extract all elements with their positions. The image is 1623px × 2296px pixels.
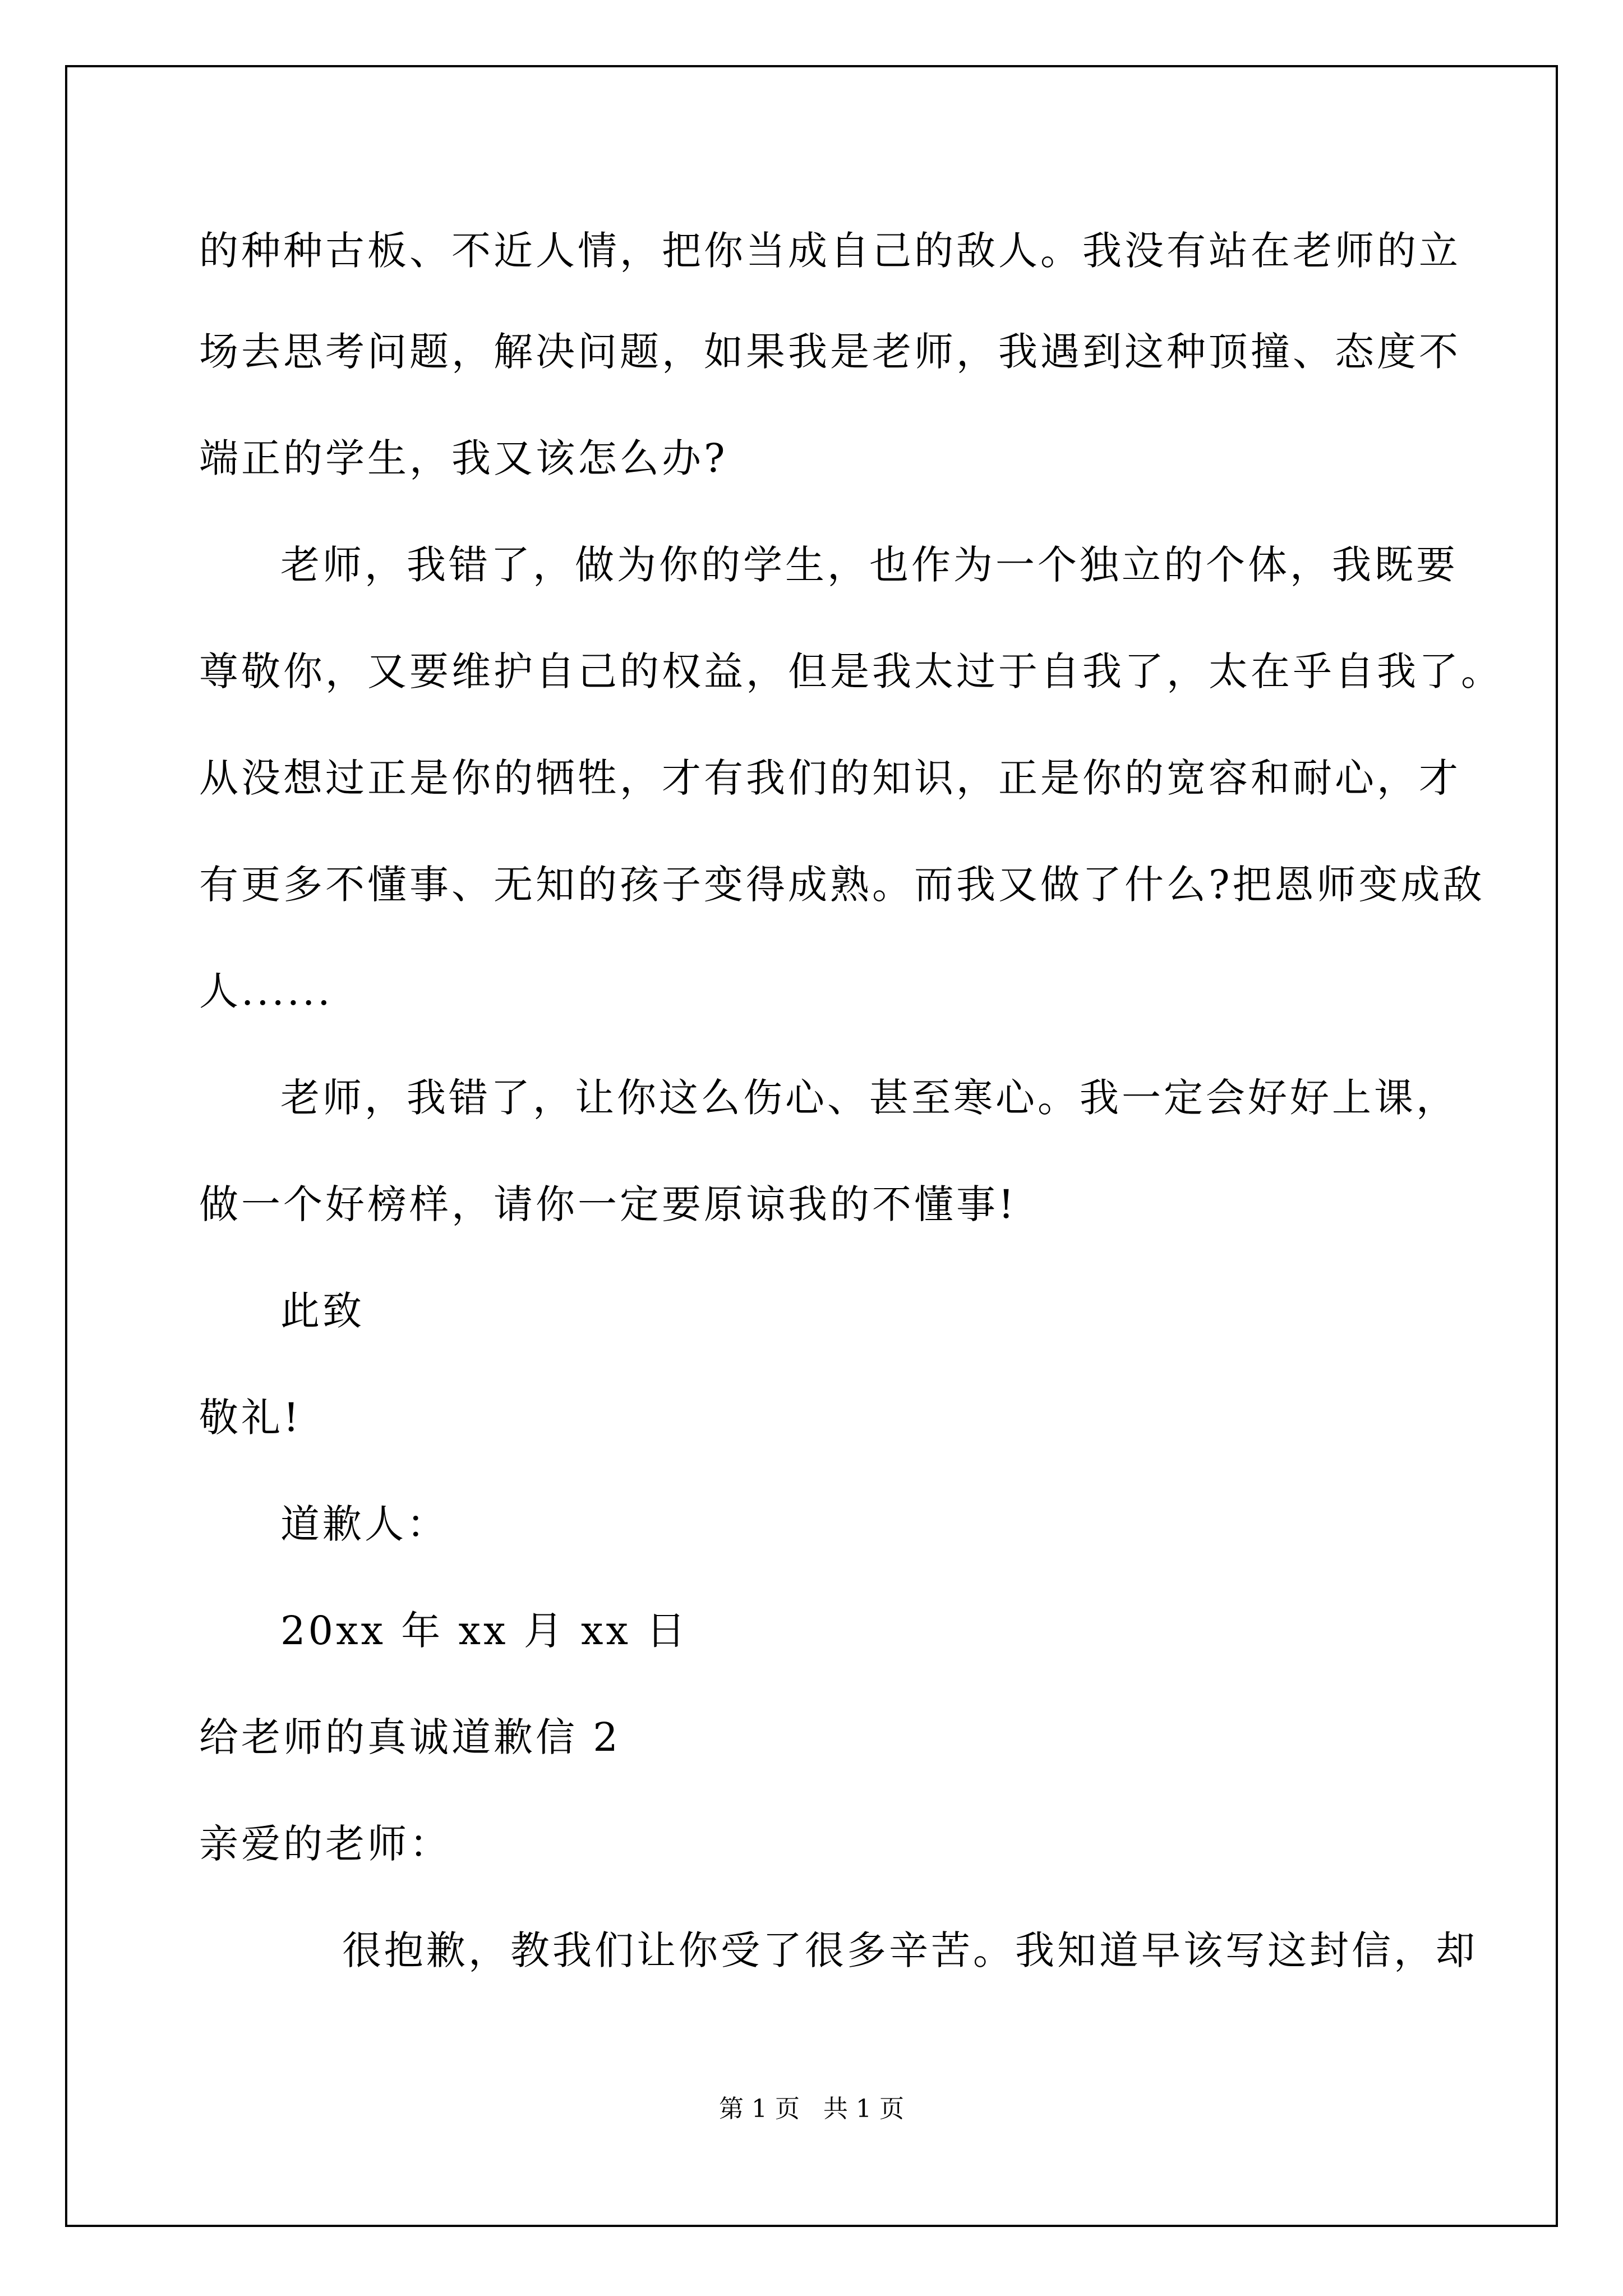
text-line: 老师，我错了，让你这么伤心、甚至寒心。我一定会好好上课， <box>280 1075 1458 1121</box>
closing-line: 此致 <box>280 1288 365 1334</box>
text-line: 端正的学生，我又该怎么办? <box>199 435 728 481</box>
page-footer: 第 1 页 共 1 页 <box>719 2095 904 2123</box>
text-line: 人...... <box>199 968 333 1014</box>
text-line: 很抱歉，教我们让你受了很多辛苦。我知道早该写这封信，却 <box>342 1927 1478 1973</box>
text-line: 场去思考问题，解决问题，如果我是老师，我遇到这种顶撞、态度不 <box>199 329 1461 375</box>
salutation-line: 敬礼! <box>199 1395 302 1441</box>
text-line: 做一个好榜样，请你一定要原谅我的不懂事! <box>199 1181 1017 1227</box>
text-line: 从没想过正是你的牺牲，才有我们的知识，正是你的宽容和耐心，才 <box>199 755 1461 801</box>
section-title: 给老师的真诚道歉信 2 <box>199 1714 621 1760</box>
signature-line: 道歉人： <box>280 1501 449 1547</box>
text-line: 的种种古板、不近人情，把你当成自己的敌人。我没有站在老师的立 <box>199 228 1461 274</box>
date-line: 20xx 年 xx 月 xx 日 <box>280 1608 689 1654</box>
greeting-line: 亲爱的老师： <box>199 1821 451 1867</box>
text-line: 尊敬你，又要维护自己的权益，但是我太过于自我了，太在乎自我了。 <box>199 648 1503 694</box>
page-border <box>65 65 1558 2227</box>
text-line: 有更多不懂事、无知的孩子变得成熟。而我又做了什么?把恩师变成敌 <box>199 862 1485 908</box>
text-line: 老师，我错了，做为你的学生，也作为一个独立的个体，我既要 <box>280 542 1458 588</box>
